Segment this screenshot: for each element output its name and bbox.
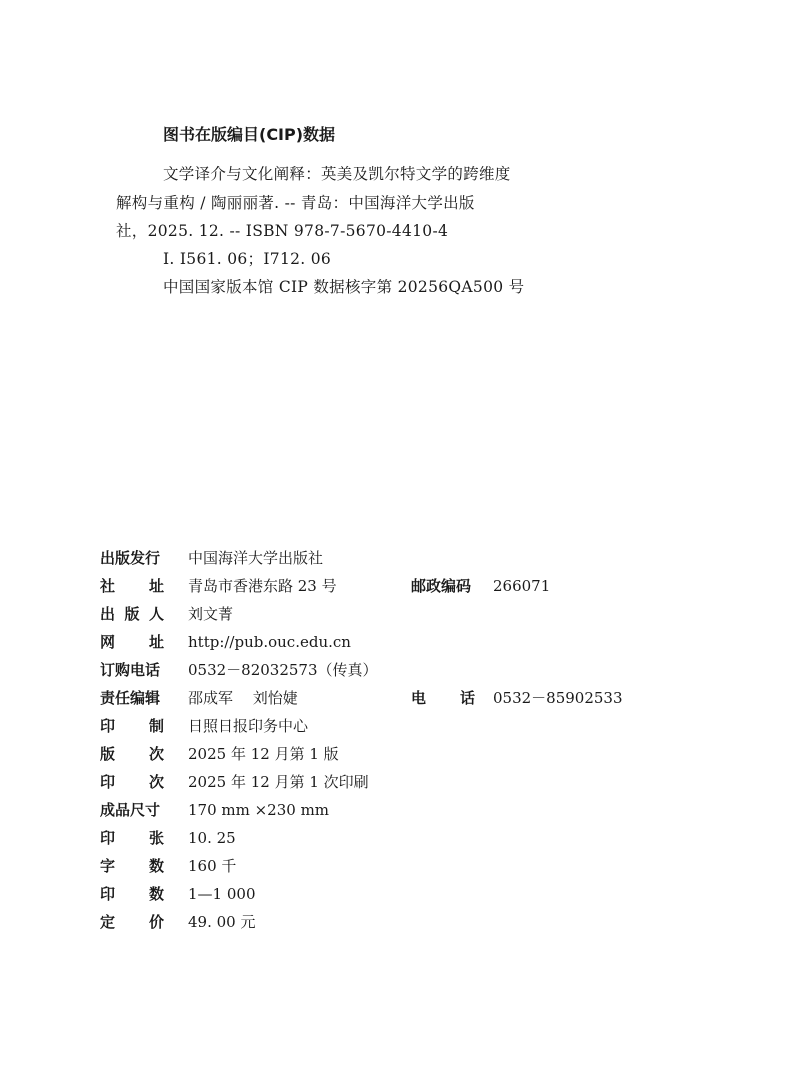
info-row-publisher-person	[0, 602, 799, 626]
info-row-words	[0, 854, 799, 878]
printer-label	[100, 714, 164, 738]
phone-label	[411, 686, 475, 710]
impression-label-char: 印	[100, 773, 116, 791]
publisher-value: 中国海洋大学出版社	[188, 549, 324, 567]
print-run-label-char: 数	[148, 885, 164, 903]
printer-value: 日照日报印务中心	[188, 717, 309, 735]
price-value: 49. 00 元	[188, 913, 256, 931]
sheets-label-char: 印	[100, 829, 116, 847]
info-row-editors	[0, 686, 799, 710]
postcode-label: 邮政编码	[411, 577, 472, 595]
postcode-value: 266071	[493, 577, 551, 595]
website-value[interactable]: http://pub.ouc.edu.cn	[188, 633, 351, 651]
edition-label-char: 版	[100, 745, 116, 763]
order-phone-value: 0532－82032573（传真）	[188, 661, 378, 679]
order-phone-label: 订购电话	[100, 661, 161, 679]
phone-label-char: 话	[459, 689, 475, 707]
print-run-label	[100, 882, 164, 906]
printer-label-char: 印	[100, 717, 116, 735]
price-label	[100, 910, 164, 934]
info-row-order-phone	[0, 658, 799, 682]
info-row-edition	[0, 742, 799, 766]
publisher-person-value: 刘文菁	[188, 605, 234, 623]
cip-line-cip-number: 中国国家版本馆 CIP 数据核字第 20256QA500 号	[163, 278, 525, 296]
sheets-value: 10. 25	[188, 829, 236, 847]
sheets-label	[100, 826, 164, 850]
info-row-publisher	[0, 546, 799, 570]
info-row-printer	[0, 714, 799, 738]
words-label-char: 字	[100, 857, 116, 875]
info-row-price	[0, 910, 799, 934]
website-label-char: 址	[148, 633, 164, 651]
website-label-char: 网	[100, 633, 116, 651]
edition-label	[100, 742, 164, 766]
size-label: 成品尺寸	[100, 801, 161, 819]
words-label-char: 数	[148, 857, 164, 875]
price-label-char: 定	[100, 913, 116, 931]
publisher-person-label-char: 人	[148, 605, 164, 623]
phone-label-char: 电	[411, 689, 427, 707]
cip-line-author: 解构与重构 / 陶丽丽著. -- 青岛：中国海洋大学出版	[116, 194, 475, 212]
edition-label-char: 次	[148, 745, 164, 763]
info-row-size	[0, 798, 799, 822]
cip-line-title: 文学译介与文化阐释：英美及凯尔特文学的跨维度	[163, 165, 511, 183]
words-label	[100, 854, 164, 878]
publisher-person-label-char: 版	[124, 605, 140, 623]
sheets-label-char: 张	[148, 829, 164, 847]
print-run-label-char: 印	[100, 885, 116, 903]
info-row-impression	[0, 770, 799, 794]
print-run-value: 1—1 000	[188, 885, 256, 903]
editors-label: 责任编辑	[100, 689, 161, 707]
size-value: 170 mm ×230 mm	[188, 801, 330, 819]
info-row-address	[0, 574, 799, 598]
address-label	[100, 574, 164, 598]
impression-value: 2025 年 12 月第 1 次印刷	[188, 773, 369, 791]
cip-title: 图书在版编目(CIP)数据	[163, 125, 336, 144]
editors-value: 邵成军 刘怡婕	[188, 689, 298, 707]
address-label-char: 社	[100, 577, 116, 595]
phone-value: 0532－85902533	[493, 689, 623, 707]
impression-label-char: 次	[148, 773, 164, 791]
printer-label-char: 制	[148, 717, 164, 735]
publisher-label: 出版发行	[100, 549, 161, 567]
address-label-char: 址	[148, 577, 164, 595]
impression-label	[100, 770, 164, 794]
website-label	[100, 630, 164, 654]
info-row-print-run	[0, 882, 799, 906]
publisher-person-label	[100, 602, 164, 626]
publisher-person-label-char: 出	[100, 605, 116, 623]
cip-line-classification: Ⅰ. I561. 06；I712. 06	[163, 250, 332, 268]
address-value: 青岛市香港东路 23 号	[188, 577, 337, 595]
cip-line-isbn: 社，2025. 12. -- ISBN 978-7-5670-4410-4	[116, 222, 449, 240]
info-row-website	[0, 630, 799, 654]
price-label-char: 价	[148, 913, 164, 931]
words-value: 160 千	[188, 857, 237, 875]
info-row-sheets	[0, 826, 799, 850]
edition-value: 2025 年 12 月第 1 版	[188, 745, 339, 763]
